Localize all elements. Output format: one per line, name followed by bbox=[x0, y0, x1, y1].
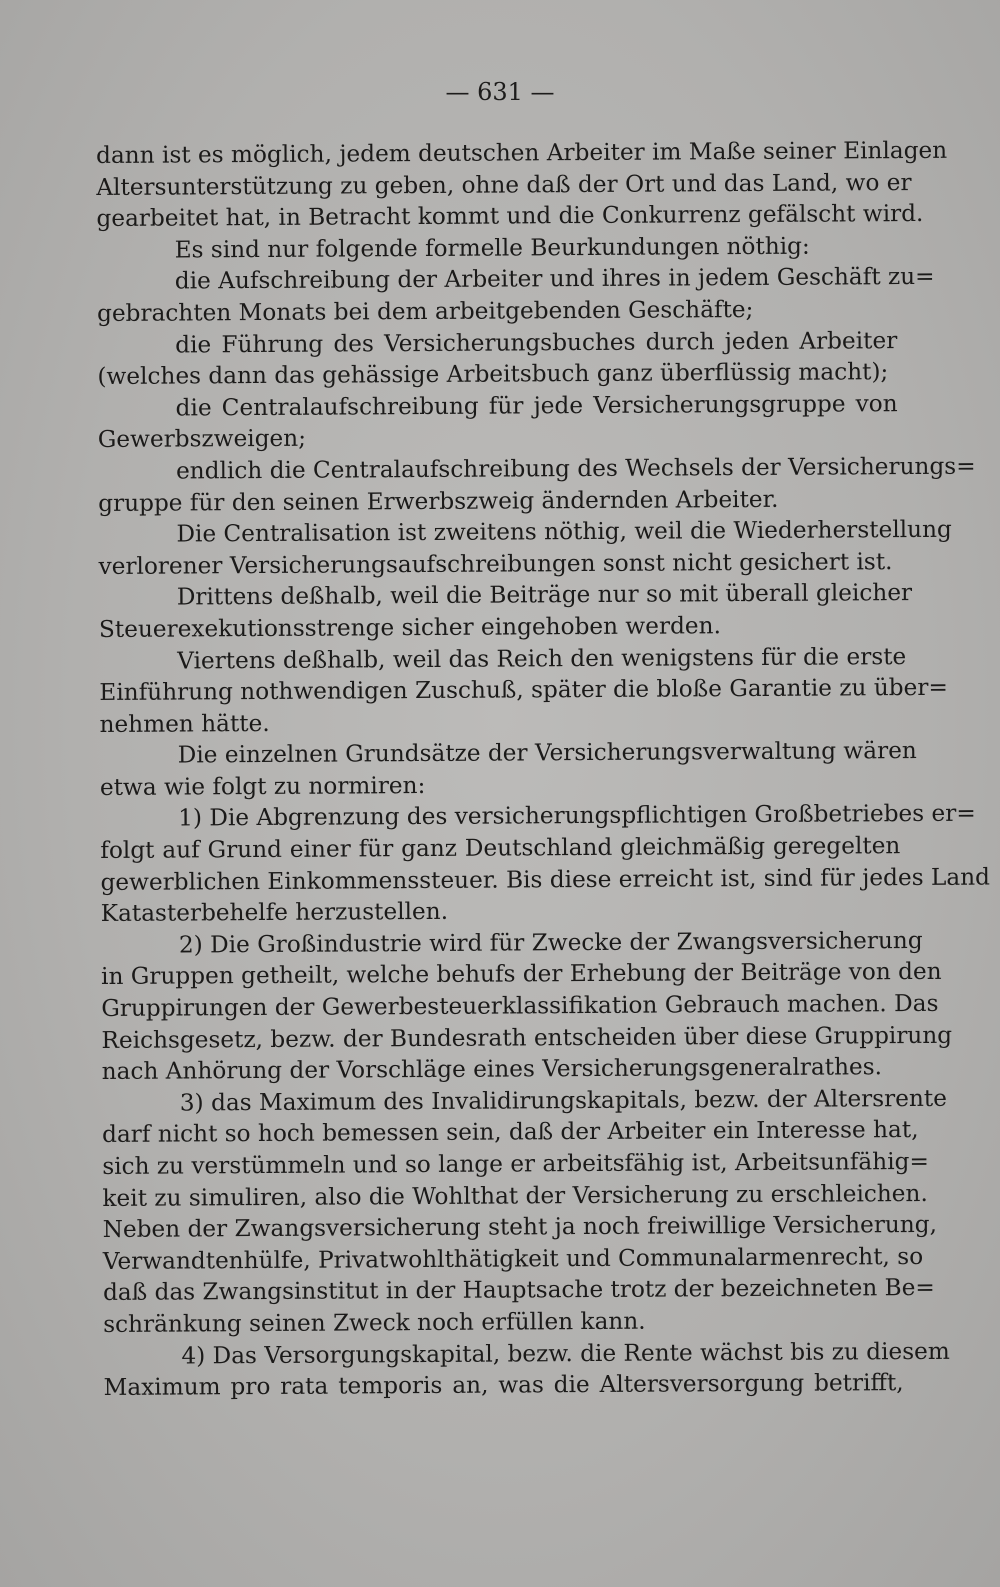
text-line: nach Anhörung der Vorschläge eines Versicherungsgeneralrathes. bbox=[101, 1053, 883, 1086]
page-number: — 631 — bbox=[445, 78, 555, 106]
text-line: Die Centralisation ist zweitens nöthig, weil die Wiederherstellung bbox=[176, 515, 952, 548]
text-line: Viertens deßhalb, weil das Reich den wenigstens für die erste bbox=[177, 642, 907, 675]
text-line: gebrachten Monats bei dem arbeitgebenden Geschäfte; bbox=[96, 295, 754, 327]
text-line: die Centralaufschreibung für jede Versicherungsgruppe von bbox=[175, 389, 898, 422]
text-line: 2) Die Großindustrie wird für Zwecke der Zwangsversicherung bbox=[178, 926, 923, 959]
text-line: endlich die Centralaufschreibung des Wechsels der Versicherungs= bbox=[175, 452, 976, 485]
text-line: nehmen hätte. bbox=[99, 709, 270, 738]
text-line: verlorener Versicherungsaufschreibungen sonst nicht gesichert ist. bbox=[98, 547, 893, 580]
text-line: dann ist es möglich, jedem deutschen Arbeiter im Maße seiner Einlagen bbox=[96, 136, 948, 169]
text-line: Altersunterstützung zu geben, ohne daß der Ort und das Land, wo er bbox=[96, 168, 912, 201]
text-line: gewerblichen Einkommenssteuer. Bis diese erreicht ist, sind für jedes Land bbox=[100, 863, 991, 896]
text-line: Verwandtenhülfe, Privatwohlthätigkeit und Communalarmenrecht, so bbox=[102, 1242, 924, 1275]
text-line: daß das Zwangsinstitut in der Hauptsache trotz der bezeichneten Be= bbox=[102, 1274, 935, 1307]
text-line: Steuerexekutionsstrenge sicher eingehoben werden. bbox=[98, 612, 721, 643]
text-line: die Führung des Versicherungsbuches durch jeden Arbeiter bbox=[175, 326, 898, 359]
text-line: Gewerbszweigen; bbox=[97, 425, 307, 454]
text-line: Katasterbehelfe herzustellen. bbox=[100, 898, 449, 928]
text-line: Einführung nothwendigen Zuschuß, später die bloße Garantie zu über= bbox=[99, 673, 948, 707]
text-line: in Gruppen getheilt, welche behufs der Erhebung der Beiträge von den bbox=[101, 958, 942, 991]
text-line: Es sind nur folgende formelle Beurkundungen nöthig: bbox=[174, 232, 810, 264]
text-line: schränkung seinen Zweck noch erfüllen kann. bbox=[103, 1307, 646, 1338]
text-line: die Aufschreibung der Arbeiter und ihres in jedem Geschäft zu= bbox=[174, 263, 935, 295]
text-line: Gruppirungen der Gewerbesteuerklassifikation Gebrauch machen. Das bbox=[101, 989, 939, 1023]
text-line: gruppe für den seinen Erwerbszweig ändernden Arbeiter. bbox=[98, 485, 779, 517]
text-line: gearbeitet hat, in Betracht kommt und die Conkurrenz gefälscht wird. bbox=[96, 200, 924, 233]
text-line: Maximum pro rata temporis an, was die Altersversorgung betrifft, bbox=[103, 1369, 904, 1402]
text-line: 4) Das Versorgungskapital, bezw. die Rente wächst bis zu diesem bbox=[181, 1337, 950, 1370]
text-line: sich zu verstümmeln und so lange er arbeitsfähig ist, Arbeitsunfähig= bbox=[102, 1147, 929, 1180]
text-line: etwa wie folgt zu normiren: bbox=[99, 771, 426, 801]
text-line: Neben der Zwangsversicherung steht ja noch freiwillige Versicherung, bbox=[102, 1211, 938, 1244]
text-line: Drittens deßhalb, weil die Beiträge nur so mit überall gleicher bbox=[176, 579, 913, 611]
text-line: darf nicht so hoch bemessen sein, daß der Arbeiter ein Interesse hat, bbox=[101, 1116, 919, 1149]
text-line: Reichsgesetz, bezw. der Bundesrath entscheiden über diese Gruppirung bbox=[101, 1021, 953, 1054]
text-line: folgt auf Grund einer für ganz Deutschland gleichmäßig geregelten bbox=[100, 832, 901, 865]
text-line: Die einzelnen Grundsätze der Versicherungsverwaltung wären bbox=[177, 737, 917, 769]
text-line: (welches dann das gehässige Arbeitsbuch ganz überflüssig macht); bbox=[97, 358, 889, 391]
page-body bbox=[96, 135, 991, 1404]
text-line: 1) Die Abgrenzung des versicherungspflichtigen Großbetriebes er= bbox=[178, 800, 976, 832]
text-line: keit zu simuliren, also die Wohlthat der Versicherung zu erschleichen. bbox=[102, 1179, 928, 1212]
text-line: 3) das Maximum des Invalidirungskapitals, bezw. der Altersrente bbox=[179, 1084, 947, 1117]
